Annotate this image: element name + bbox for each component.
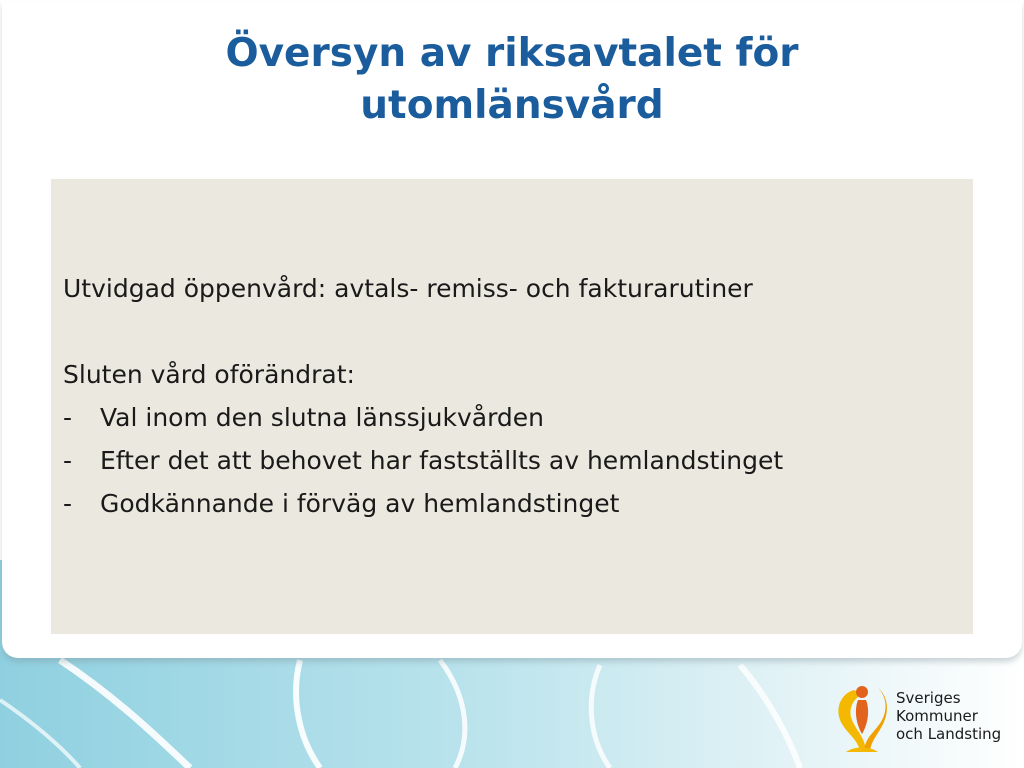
content-line-outpatient: Utvidgad öppenvård: avtals- remiss- och fakturarutiner xyxy=(63,274,753,303)
bullet-dash: - xyxy=(63,489,73,518)
skl-logo xyxy=(832,680,1012,756)
logo-text-line-2: Kommuner xyxy=(896,707,978,725)
slide-title-line-2: utomlänsvård xyxy=(360,83,664,128)
content-spacer xyxy=(63,310,953,353)
slide-title-line-1: Översyn av riksavtalet för xyxy=(225,31,799,76)
skl-figure-icon xyxy=(832,680,890,756)
bullet-dash: - xyxy=(63,403,73,432)
slide-title xyxy=(80,28,944,132)
bullet-dash: - xyxy=(63,446,73,475)
bullet-item xyxy=(63,396,953,439)
logo-text-line-3: och Landsting xyxy=(896,725,1002,743)
bullet-text: Val inom den slutna länssjukvården xyxy=(100,403,545,432)
skl-logo-text xyxy=(896,689,1001,743)
logo-text-line-1: Sveriges xyxy=(896,689,961,707)
content-text xyxy=(63,267,953,525)
bullet-item xyxy=(63,482,953,525)
content-section-heading: Sluten vård oförändrat: xyxy=(63,360,355,389)
bullet-item xyxy=(63,439,953,482)
bullet-text: Godkännande i förväg av hemlandstinget xyxy=(100,489,620,518)
content-box xyxy=(51,179,973,634)
bullet-text: Efter det att behovet har fastställts av hemlandstinget xyxy=(100,446,784,475)
